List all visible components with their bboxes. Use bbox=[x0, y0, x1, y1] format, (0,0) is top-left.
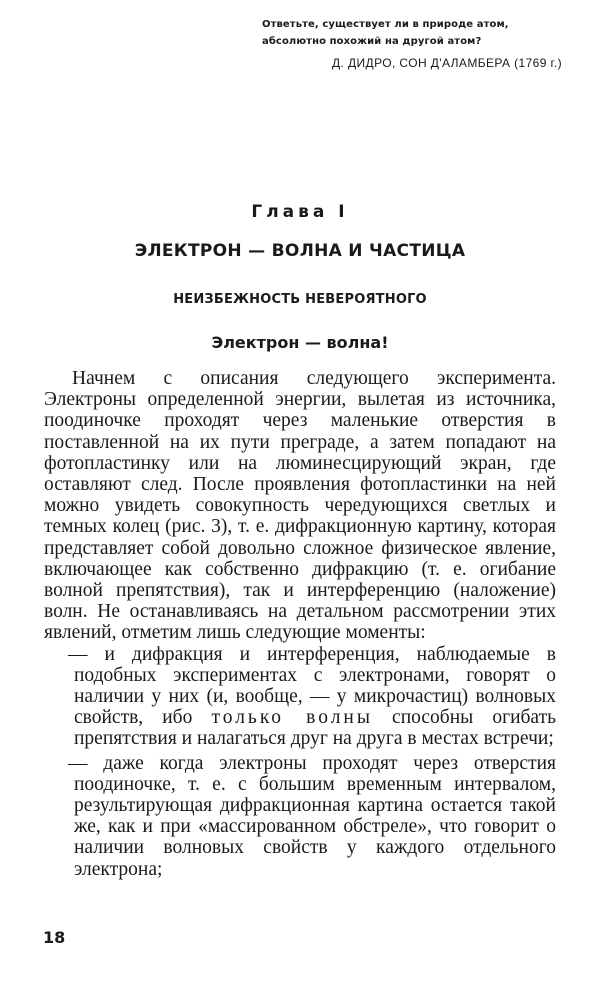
list-item-text-before: — и дифракция и интерференция, наблюдаемые в подобных экспериментах с электронами, говорят о наличии у них (и, вообще, — у микрочастиц) волновых свойств, ибо bbox=[68, 643, 556, 729]
epigraph-line-1: Ответьте, существует ли в природе атом, bbox=[262, 19, 509, 30]
chapter-title: ЭЛЕКТРОН — ВОЛНА И ЧАСТИЦА bbox=[134, 241, 466, 261]
chapter-label: Глава I bbox=[251, 202, 349, 222]
emphasized-text: только волны bbox=[211, 707, 373, 729]
page-number: 18 bbox=[43, 928, 66, 947]
epigraph-line-2: абсолютно похожий на другой атом? bbox=[262, 36, 482, 47]
epigraph bbox=[262, 16, 562, 72]
list-item: — даже когда электроны проходят через отверстия поодиночке, т. е. с большим временным интервалом, результирующая дифракционная картина остается такой же, как и при «массированном обстреле», что говорит о наличии волновых свойств у каждого отдельного электрона; bbox=[68, 752, 556, 880]
epigraph-attribution: Д. ДИДРО, СОН Д'АЛАМБЕРА (1769 г.) bbox=[332, 56, 562, 70]
body-text bbox=[44, 368, 556, 880]
subsection-title: Электрон — волна! bbox=[211, 333, 389, 352]
section-title: НЕИЗБЕЖНОСТЬ НЕВЕРОЯТНОГО bbox=[173, 292, 427, 307]
intro-paragraph: Начнем с описания следующего эксперимента. Электроны определенной энергии, вылетая из источника, поодиночке проходят через маленькие отверстия в поставленной на их пути преграде, а затем попадают на фотопластинку или на люминесцирующий экран, где оставляют след. После проявления фотопластинки на ней можно увидеть совокупность чередующихся светлых и темных колец (рис. 3), т. е. дифракционную картину, которая представляет собой довольно сложное физическое явление, включающее как собственно дифракцию (т. е. огибание волной препятствия), так и интерференцию (наложение) волн. Не останавливаясь на детальном рассмотрении этих явлений, отметим лишь следующие моменты: bbox=[44, 368, 556, 644]
list-item bbox=[68, 643, 556, 750]
list-item-text-after: способны огибать препятствия и налагаться друг на друга в местах встречи; bbox=[74, 707, 556, 750]
